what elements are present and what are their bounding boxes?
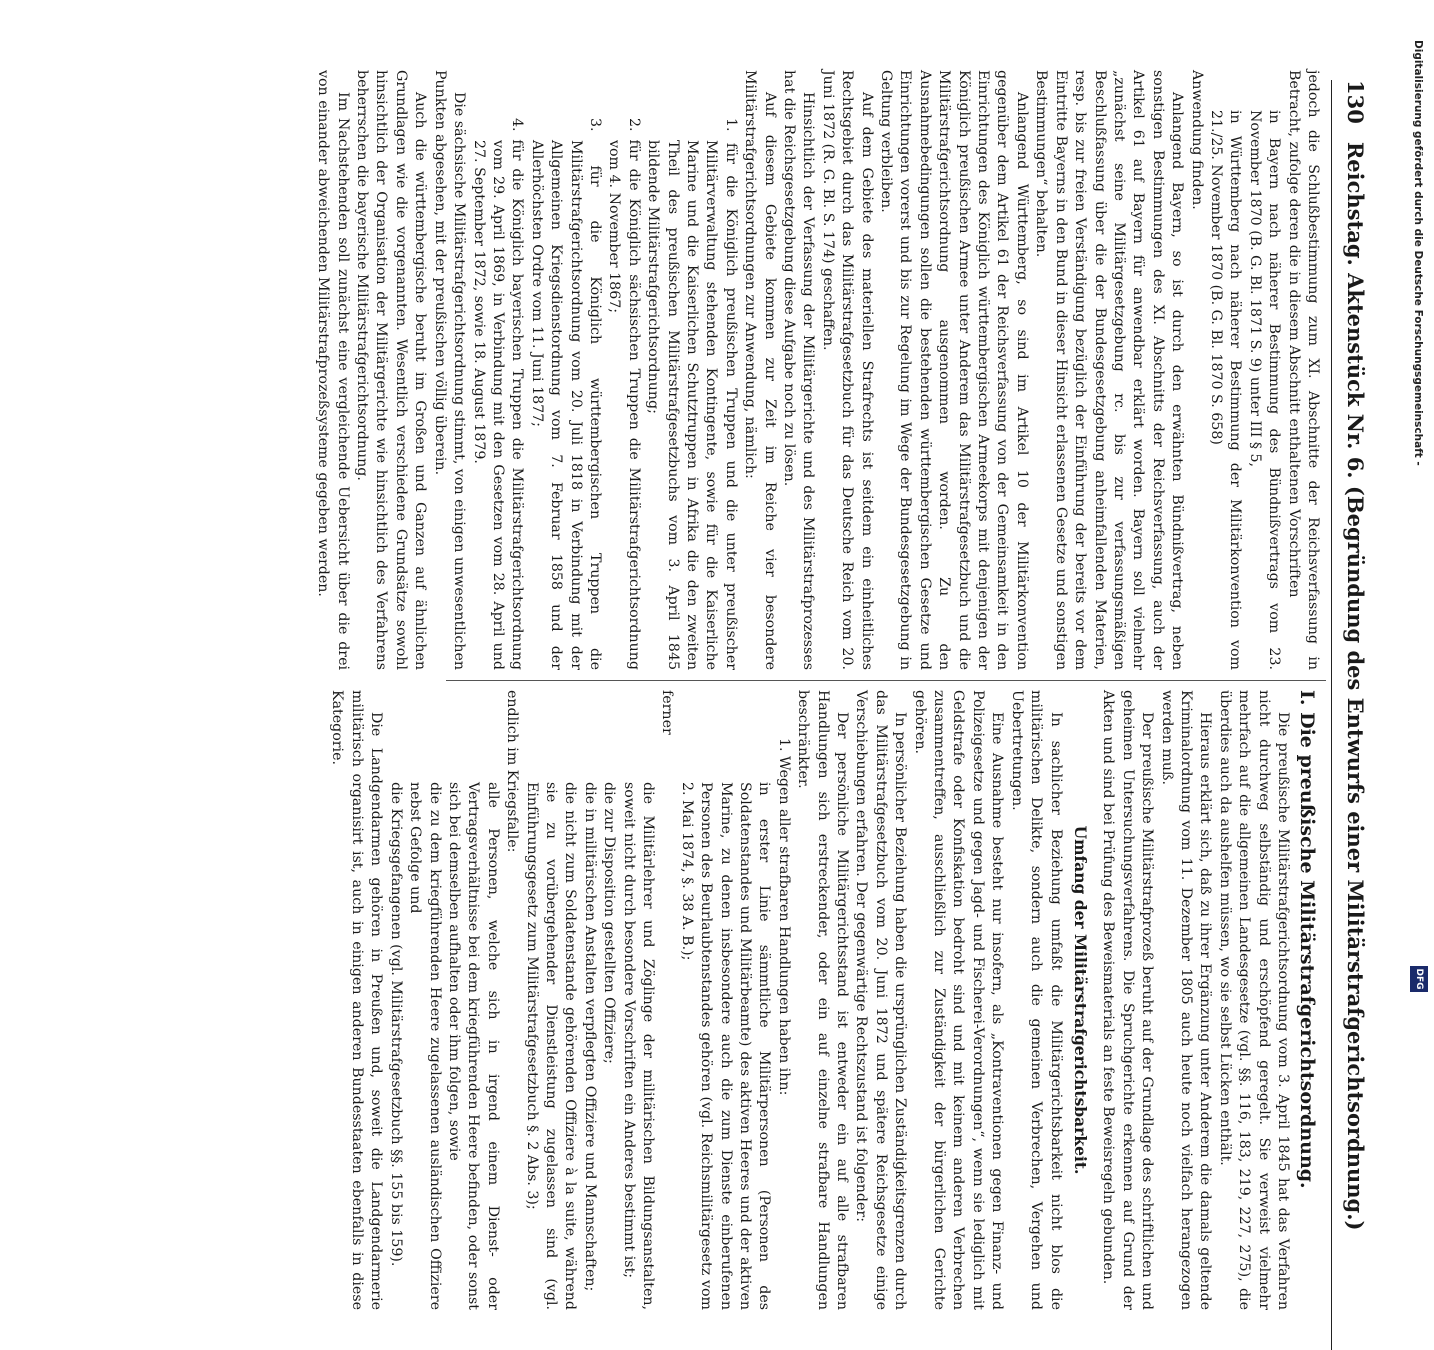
paragraph: in erster Linie sämmtliche Militärpersonen (Personen des Soldatenstandes und Militärbeamte) des aktiven Heeres und der aktiven Marine, zu denen insbesondere auch die zum Dienste einberufenen Personen des Beurlaubtenstandes gehören (vgl. Reichsmilitärgesetz vom 2. Mai 1874, §. 38 A. B.);	[678, 782, 773, 1310]
page-header	[1336, 80, 1376, 1340]
paragraph: Eine Ausnahme besteht nur insofern, als „Kontraventionen gegen Finanz- und Polizeigesetze und gegen Jagd- und Fischerei-Verordnungen“, wenn sie lediglich mit Geldstrafe oder Konfiskation bedroht sind und mit keinem anderen Verbrechen zusammentreffen, ausschließlich zur Zuständigkeit der bürgerlichen Gerichte gehören.	[911, 690, 1006, 1310]
paragraph: Der persönliche Militärgerichtsstand ist entweder ein auf alle strafbaren Handlungen sich erstreckender, oder ein auf einzelne strafbare Handlungen beschränkter.	[795, 690, 851, 1310]
dfg-logo-text: DFG	[1414, 968, 1424, 990]
paragraph: Der preußische Militärstrafprozeß beruht auf der Grundlage des schriftlichen und geheimen Untersuchungsverfahrens. Die Spruchgerichte erkennen auf Grund der Akten und sind bei Prüfung des Beweismaterials an feste Beweisregeln gebunden.	[1100, 690, 1156, 1310]
page-number: 130	[1343, 80, 1369, 124]
paragraph: die Militärlehrer und Zöglinge der militärischen Bildungsanstalten, soweit nicht durch besondere Vorschriften ein Anderes bestimmt ist;	[620, 782, 656, 1310]
header-rule	[1331, 80, 1332, 1350]
digitization-footer	[1408, 40, 1428, 970]
left-column	[315, 70, 1322, 670]
paragraph: die zu dem kriegführenden Heere zugelassenen ausländischen Offiziere nebst Gefolge und	[407, 782, 443, 1310]
paragraph: Hieraus erklärt sich, daß zu ihrer Ergänzung unter Anderem die damals geltende Kriminalordnung vom 11. Dezember 1805 auch heute noch vielfach herangezogen werden muß.	[1158, 690, 1214, 1310]
section-heading: I. Die preußische Militärstrafgerichtsordnung.	[1296, 690, 1318, 1189]
dfg-logo-icon	[1410, 966, 1428, 992]
paragraph: Im Nachstehenden soll zunächst eine vergleichende Uebersicht über die drei von einander abweichenden Militärstrafprozeßsysteme gegeben werden.	[315, 70, 351, 670]
paragraph: Die sächsische Militärstrafgerichtsordnung stimmt, von einigen unwesentlichen Punkten abgesehen, mit der preußischen völlig überein.	[431, 70, 468, 670]
paragraph: In persönlicher Beziehung haben die ursprünglichen Zuständigkeitsgrenzen durch das Militärstrafgesetzbuch vom 20. Juni 1872 und spätere Reichsgesetze einige Verschiebungen erfahren. Der gegenwärtige Rechtszustand ist folgender:	[853, 690, 909, 1310]
paragraph: 4. für die Königlich bayerischen Truppen die Militärstrafgerichtsordnung vom 29. April 1869, in Verbindung mit den Gesetzen vom 28. April und 27. September 1872, sowie 18. August 1879.	[470, 118, 526, 670]
subsection-heading: Umfang der Militärstrafgerichtsbarkeit.	[1070, 825, 1090, 1175]
paragraph: In sachlicher Beziehung umfaßt die Militärgerichtsbarkeit nicht blos die militärischen Delikte, sondern auch die gemeinen Verbrechen, Vergehen und Uebertretungen.	[1008, 690, 1064, 1310]
paragraph: 2. für die Königlich sächsischen Truppen die Militärstrafgerichtsordnung vom 4. November 1867;	[606, 118, 642, 670]
paragraph: in Württemberg nach näherer Bestimmung der Militärkonvention vom 21./25. November 1870 (B. G. Bl. 1870 S. 658)	[1207, 110, 1244, 670]
paragraph: Auf dem Gebiete des materiellen Strafrechts ist seitdem ein einheitliches Rechtsgebiet durch das Militärstrafgesetzbuch für das Deutsche Reich vom 20. Juni 1872 (R. G. Bl. S. 174) geschaffen.	[819, 70, 875, 670]
paragraph: Anlangend Württemberg, so sind im Artikel 10 der Militärkonvention gegenüber dem Artikel 61 der Reichsverfassung von der Gemeinsamkeit in den Einrichtungen des Königlich württembergischen Armeekorps mit denjenigen der Königlich preußischen Armee unter Anderem das Militärstrafgesetzbuch und die Militärstrafgerichtsordnung ausgenommen worden. Zu den Ausnahmebedingungen sollen die bestehenden württembergischen Gesetze und Einrichtungen vorerst und bis zur Regelung im Wege der Bundesgesetzgebung in Geltung verbleiben.	[878, 70, 1030, 670]
paragraph: ferner	[659, 690, 676, 735]
paragraph: die zur Disposition gestellten Offiziere;	[601, 782, 618, 1064]
paragraph: Die preußische Militärstrafgerichtsordnung vom 3. April 1845 hat das Verfahren nicht durchweg selbständig und erschöpfend geregelt. Sie verweist vielmehr mehrfach auf die allgemeinen Landesgesetze (vgl. §§. 116, 183, 219, 227, 275), die überdies auch da aushelfen müssen, wo sie selbst Lücken enthält.	[1216, 690, 1291, 1310]
section-body-a	[1098, 690, 1292, 1310]
paragraph: endlich im Kriegsfalle:	[504, 690, 521, 853]
paragraph: in Bayern nach näherer Bestimmung des Bündnißvertrags vom 23. November 1870 (B. G. Bl. 1871 S. 9) unter III § 5,	[1246, 110, 1283, 670]
paragraph: Anlangend Bayern, so ist durch den erwähnten Bündnißvertrag, neben sonstigen Bestimmungen des XI. Abschnitts der Reichsverfassung, auch der Artikel 61 auf Bayern für anwendbar erklärt worden. Bayern soll vielmehr „zunächst seine Militärgesetzgebung rc. bis zur verfassungsmäßigen Beschlußfassung über die der Bundesgesetzgebung anheimfallenden Materien, resp. bis zur freien Verständigung bezüglich der Einführung der bereits vor dem Eintritte Bayerns in den Bund in dieser Hinsicht erlassenen Gesetze und sonstigen Bestimmungen“ behalten.	[1033, 70, 1186, 670]
paragraph: die Kriegsgefangenen (vgl. Militärstrafgesetzbuch §§. 155 bis 159).	[387, 782, 404, 1267]
paragraph: 1. Wegen aller strafbaren Handlungen haben ihn:	[775, 738, 792, 1096]
paragraph: die in militärischen Anstalten verpflegten Offiziere und Mannschaften;	[581, 782, 598, 1292]
paragraph: Die Landgendarmen gehören in Preußen und, soweit die Landgendarmerie militärisch organisirt ist, auch in einigen anderen Bundesstaaten ebenfalls in diese Kategorie.	[329, 690, 385, 1310]
right-column	[329, 690, 1322, 1310]
section-body-b	[327, 690, 1064, 1310]
paragraph: Auf diesem Gebiete kommen zur Zeit im Reiche vier besondere Militärstrafgerichtsordnungen zur Anwendung, nämlich:	[742, 70, 778, 670]
paragraph: 3. für die Königlich württembergischen Truppen die Militärstrafgerichtsordnung vom 20. Juli 1818 in Verbindung mit der Allgemeinen Kriegsdienstordnung vom 7. Februar 1858 und der Allerhöchsten Ordre vom 11. Juni 1877;	[528, 118, 603, 670]
running-title: Reichstag. Aktenstück Nr. 6. (Begründung des Entwurfs einer Militärstrafgerichtsordnung.)	[1343, 141, 1369, 1231]
paragraph: alle Personen, welche sich in irgend einem Dienst- oder Vertragsverhältnisse bei dem kriegführenden Heere befinden, oder sonst sich bei demselben aufhalten oder ihm folgen, sowie	[445, 782, 501, 1310]
paragraph: Auch die württembergische beruht im Großen und Ganzen auf ähnlichen Grundlagen wie die vorgenannten. Wesentlich verschiedene Grundsätze sowohl hinsichtlich der Organisation der Militärgerichte wie hinsichtlich des Verfahrens beherrschen die bayerische Militärstrafgerichtsordnung.	[354, 70, 429, 670]
paragraph: die nicht zum Soldatenstande gehörenden Offiziere à la suite, während sie zu vorübergehender Dienstleistung zugelassen sind (vgl. Einführungsgesetz zum Militärstrafgesetzbuch §. 2 Abs. 3);	[523, 782, 579, 1310]
footer-text: Digitalisierung gefördert durch die Deutsche Forschungsgemeinschaft -	[1412, 40, 1424, 466]
column-divider	[446, 680, 1326, 681]
paragraph: 1. für die Königlich preußischen Truppen und die unter preußischer Militärverwaltung stehenden Kontingente, sowie für die Kaiserliche Marine und die Kaiserlichen Schutztruppen in Afrika die den zweiten Theil des preußischen Militärstrafgesetzbuchs vom 3. April 1845 bildende Militärstrafgerichtsordnung;	[645, 118, 739, 670]
paragraph: Anwendung finden.	[1188, 70, 1205, 210]
paragraph: jedoch die Schlußbestimmung zum XI. Abschnitte der Reichsverfassung in Betracht, zufolge deren die in diesem Abschnitt enthaltenen Vorschriften	[1285, 70, 1321, 670]
paragraph: Hinsichtlich der Verfassung der Militärgerichte und des Militärstrafprozesses hat die Reichsgesetzgebung diese Aufgabe noch zu lösen.	[781, 70, 817, 670]
